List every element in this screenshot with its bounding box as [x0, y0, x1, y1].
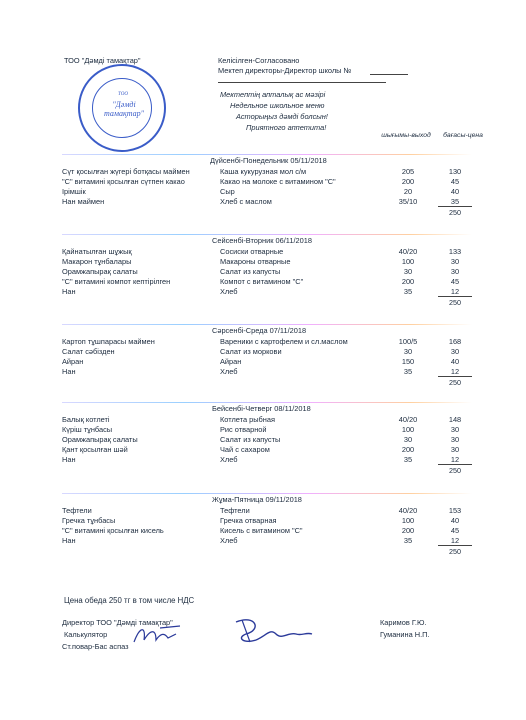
dish-weight: 35 [403, 287, 413, 296]
dish-name-ru: Хлеб [220, 455, 238, 464]
menu-title-kz: Мектептің апталық ас мәзірі [220, 90, 326, 99]
dish-name-ru: Гречка отварная [220, 516, 277, 525]
dish-name-ru: Хлеб [220, 367, 238, 376]
stamp-name: "Дәмді тамақтар" [104, 100, 144, 118]
dish-name-ru: Сыр [220, 187, 235, 196]
dish-name-ru: Вареники с картофелем и сл.маслом [220, 337, 348, 346]
dish-price: 30 [450, 445, 460, 454]
director-signature [226, 612, 316, 652]
dish-name-kz: Қайнатылған шұжық [62, 247, 132, 256]
dish-name-ru: Компот с витамином "С" [220, 277, 304, 286]
day-total: 250 [449, 208, 461, 217]
approved-label: Келісілген-Согласовано [218, 56, 300, 65]
dish-price: 45 [450, 526, 460, 535]
menu-row [0, 435, 526, 445]
dish-price: 45 [450, 277, 460, 286]
menu-row [0, 177, 526, 187]
day-separator [62, 493, 472, 494]
dish-weight: 150 [401, 357, 415, 366]
day-separator [62, 324, 472, 325]
dish-name-kz: Күріш тұнбасы [62, 425, 113, 434]
dish-name-kz: Нан маймен [62, 197, 105, 206]
dish-price: 40 [450, 516, 460, 525]
menu-row [0, 257, 526, 267]
dish-price: 153 [448, 506, 462, 515]
dish-weight: 200 [401, 526, 415, 535]
dish-weight: 35/10 [398, 197, 418, 206]
menu-row [0, 337, 526, 347]
dish-price: 30 [450, 435, 460, 444]
dish-price: 130 [448, 167, 462, 176]
dish-price: 30 [450, 267, 460, 276]
dish-name-kz: "С" витамині компот кептірілген [62, 277, 171, 286]
org-name: ТОО "Дәмді тамақтар" [64, 56, 141, 65]
menu-row [0, 347, 526, 357]
day-total: 250 [449, 466, 461, 475]
dish-price: 40 [450, 187, 460, 196]
dish-weight: 30 [403, 435, 413, 444]
dish-name-ru: Салат из моркови [220, 347, 282, 356]
company-stamp [78, 64, 166, 152]
dish-weight: 40/20 [398, 415, 418, 424]
price-underline [438, 376, 472, 377]
director-school-label: Мектеп директоры-Директор школы № [218, 66, 352, 75]
dish-price: 12 [450, 455, 460, 464]
header-signature-line [218, 82, 386, 83]
dish-name-ru: Салат из капусты [220, 435, 281, 444]
menu-row [0, 247, 526, 257]
day-title: Сейсенбі-Вторник 06/11/2018 [212, 236, 312, 245]
dish-weight: 100/5 [398, 337, 418, 346]
dish-name-ru: Макароны отварные [220, 257, 291, 266]
dish-name-kz: Балық котлеті [62, 415, 110, 424]
day-separator [62, 234, 472, 235]
dish-name-ru: Сосиски отварные [220, 247, 284, 256]
dish-name-ru: Рис отварной [220, 425, 267, 434]
dish-name-kz: "С" витамині қосылған сүтпен какао [62, 177, 185, 186]
dish-weight: 40/20 [398, 506, 418, 515]
dish-weight: 100 [401, 516, 415, 525]
dish-name-ru: Хлеб [220, 536, 238, 545]
dish-name-ru: Салат из капусты [220, 267, 281, 276]
dish-weight: 100 [401, 425, 415, 434]
stamp-small-text: ТОО [118, 92, 129, 97]
day-title: Дүйсенбі-Понедельник 05/11/2018 [210, 156, 327, 165]
col-price-header: бағасы-цена [443, 132, 483, 139]
menu-title-ru: Недельное школьное меню [230, 101, 325, 110]
menu-row [0, 267, 526, 277]
dish-weight: 30 [403, 347, 413, 356]
dish-price: 12 [450, 367, 460, 376]
dish-name-kz: "С" витамині қосылған кисель [62, 526, 164, 535]
day-separator [62, 154, 472, 155]
dish-name-ru: Айран [220, 357, 242, 366]
dish-name-kz: Салат сәбізден [62, 347, 115, 356]
footer-chief-cook: Ст.повар-Бас аспаз [62, 642, 129, 651]
menu-row [0, 415, 526, 425]
menu-row [0, 277, 526, 287]
day-total: 250 [449, 547, 461, 556]
menu-row [0, 425, 526, 435]
dish-name-kz: Орамжапырақ салаты [62, 267, 138, 276]
dish-price: 30 [450, 347, 460, 356]
wish-kz: Асторыңыз дәмді болсын! [236, 112, 328, 121]
dish-name-kz: Картоп тұшпарасы маймен [62, 337, 155, 346]
wish-ru: Приятного аппетита! [246, 123, 327, 132]
dish-weight: 100 [401, 257, 415, 266]
dish-price: 30 [450, 257, 460, 266]
dish-name-ru: Кисель с витамином "С" [220, 526, 303, 535]
price-underline [438, 464, 472, 465]
dish-weight: 200 [401, 277, 415, 286]
dish-price: 133 [448, 247, 462, 256]
dish-name-kz: Нан [62, 455, 76, 464]
footer-director: Директор ТОО "Дәмді тамақтар" [62, 618, 173, 627]
dish-name-kz: Макарон тұнбалары [62, 257, 132, 266]
dish-name-ru: Тефтели [220, 506, 250, 515]
dish-name-ru: Каша кукурузная мол с/м [220, 167, 307, 176]
dish-name-kz: Айран [62, 357, 84, 366]
dish-price: 40 [450, 357, 460, 366]
dish-name-kz: Ірімшік [62, 187, 86, 196]
day-total: 250 [449, 378, 461, 387]
dish-name-ru: Хлеб с маслом [220, 197, 272, 206]
dish-name-kz: Нан [62, 536, 76, 545]
day-separator [62, 402, 472, 403]
col-weight-header: шығымы-выход [381, 132, 431, 139]
menu-row [0, 516, 526, 526]
day-title: Жұма-Пятница 09/11/2018 [212, 495, 302, 504]
dish-weight: 30 [403, 267, 413, 276]
price-underline [438, 296, 472, 297]
dish-name-kz: Гречка тұнбасы [62, 516, 116, 525]
dish-price: 35 [450, 197, 460, 206]
dish-weight: 20 [403, 187, 413, 196]
dish-price: 12 [450, 536, 460, 545]
dish-name-kz: Тефтели [62, 506, 92, 515]
menu-row [0, 506, 526, 516]
dish-weight: 35 [403, 536, 413, 545]
price-underline [438, 206, 472, 207]
dish-name-kz: Орамжапырақ салаты [62, 435, 138, 444]
dish-name-kz: Сүт қосылған жүгері ботқасы маймен [62, 167, 190, 176]
dish-price: 45 [450, 177, 460, 186]
dish-name-kz: Нан [62, 367, 76, 376]
footer-name-2: Гуманина Н.П. [380, 630, 430, 639]
dish-name-kz: Қант қосылған шәй [62, 445, 128, 454]
dish-weight: 205 [401, 167, 415, 176]
menu-row [0, 526, 526, 536]
dish-name-ru: Котлета рыбная [220, 415, 275, 424]
menu-row [0, 187, 526, 197]
calculator-signature [130, 620, 190, 650]
dish-weight: 40/20 [398, 247, 418, 256]
dish-name-ru: Какао на молоке с витамином "С" [220, 177, 336, 186]
day-title: Сәрсенбі-Среда 07/11/2018 [212, 326, 307, 335]
dish-price: 12 [450, 287, 460, 296]
dish-name-kz: Нан [62, 287, 76, 296]
dish-weight: 200 [401, 445, 415, 454]
day-total: 250 [449, 298, 461, 307]
dish-name-ru: Хлеб [220, 287, 238, 296]
menu-row [0, 445, 526, 455]
dish-price: 148 [448, 415, 462, 424]
school-number-line [370, 74, 408, 75]
day-title: Бейсенбі-Четверг 08/11/2018 [212, 404, 311, 413]
dish-name-ru: Чай с сахаром [220, 445, 270, 454]
price-underline [438, 545, 472, 546]
dish-weight: 35 [403, 455, 413, 464]
dish-price: 168 [448, 337, 462, 346]
menu-row [0, 167, 526, 177]
lunch-price-note: Цена обеда 250 тг в том числе НДС [64, 596, 195, 605]
footer-name-1: Каримов Г.Ю. [380, 618, 427, 627]
footer-calculator: Калькулятор [64, 630, 108, 639]
dish-weight: 200 [401, 177, 415, 186]
menu-row [0, 357, 526, 367]
dish-weight: 35 [403, 367, 413, 376]
dish-price: 30 [450, 425, 460, 434]
